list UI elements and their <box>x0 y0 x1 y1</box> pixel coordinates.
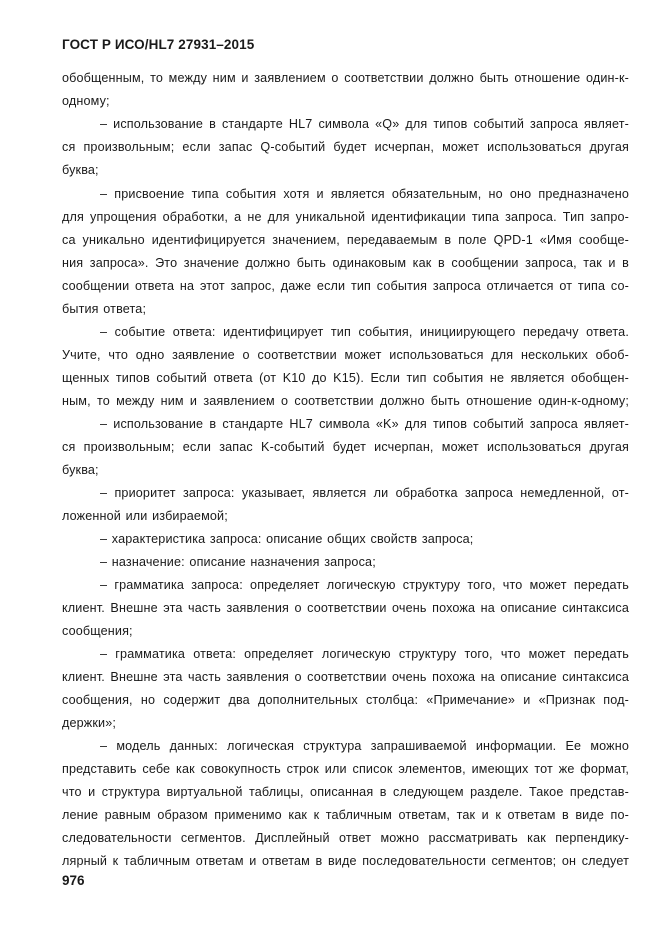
list-item-line: – использование в стандарте HL7 символа «K» для типов событий запроса являет- <box>100 417 629 431</box>
text-line: лярный к табличным ответам и ответам в виде последовательности сегментов; он следует <box>62 854 629 868</box>
list-item-line: – грамматика запроса: определяет логическую структуру того, что может передать <box>100 578 629 592</box>
text-line: представить себе как совокупность строк или список элементов, имеющих тот же формат, <box>62 762 629 776</box>
text-line: ление равным образом применимо как к табличным ответам, так и к ответам в виде по- <box>62 808 629 822</box>
text-line: щенных типов событий ответа (от K10 до K15). Если тип события не является обобщен- <box>62 371 629 385</box>
list-item-line: – событие ответа: идентифицирует тип события, инициирующего передачу ответа. <box>100 325 629 339</box>
text-line: держки»; <box>62 716 117 730</box>
text-line: обобщенным, то между ним и заявлением о соответствии должно быть отношение один-к- <box>62 71 629 85</box>
list-item-line: – приоритет запроса: указывает, является ли обработка запроса немедленной, от- <box>100 486 629 500</box>
text-line: клиент. Внешне эта часть заявления о соответствии очень похожа на описание синтаксиса <box>62 670 629 684</box>
text-line: сообщения, но содержит два дополнительных столбца: «Примечание» и «Признак под- <box>62 693 629 707</box>
list-item-line: – использование в стандарте HL7 символа «Q» для типов событий запроса являет- <box>100 117 629 131</box>
list-item-line: – присвоение типа события хотя и является обязательным, но оно предназначено <box>100 187 629 201</box>
list-item-line: – характеристика запроса: описание общих свойств запроса; <box>100 532 474 546</box>
text-line: ния запроса». Это значение должно быть одинаковым как в сообщении запроса, так и в <box>62 256 629 270</box>
text-line: ным, то между ним и заявлением о соответствии должно быть отношение один-к-одному; <box>62 394 629 408</box>
text-line: Учите, что одно заявление о соответствии может использоваться для нескольких обоб- <box>62 348 629 362</box>
text-line: бытия ответа; <box>62 302 147 316</box>
text-line: клиент. Внешне эта часть заявления о соответствии очень похожа на описание синтаксиса <box>62 601 629 615</box>
page-number: 976 <box>62 873 85 888</box>
list-item-line: – модель данных: логическая структура запрашиваемой информации. Ее можно <box>100 739 629 753</box>
text-line: для упрощения обработки, а не для уникальной идентификации типа запроса. Тип запро- <box>62 210 629 224</box>
text-line: ся произвольным; если запас K-событий будет исчерпан, может использоваться другая <box>62 440 629 454</box>
text-line: следовательности сегментов. Дисплейный ответ можно рассматривать как перпендику- <box>62 831 629 845</box>
text-line: сообщения; <box>62 624 133 638</box>
text-line: буква; <box>62 163 99 177</box>
list-item-line: – назначение: описание назначения запроса; <box>100 555 376 569</box>
text-line: ложенной или избираемой; <box>62 509 228 523</box>
document-header: ГОСТ Р ИСО/HL7 27931–2015 <box>62 37 255 52</box>
text-line: са уникально идентифицируется значением, передаваемым в поле QPD-1 «Имя сообще- <box>62 233 629 247</box>
text-line: буква; <box>62 463 99 477</box>
text-line: сообщении ответа на этот запрос, даже если тип события запроса отличается от типа со- <box>62 279 629 293</box>
text-line: ся произвольным; если запас Q-событий будет исчерпан, может использоваться другая <box>62 140 629 154</box>
text-line: одному; <box>62 94 110 108</box>
list-item-line: – грамматика ответа: определяет логическую структуру того, что может передать <box>100 647 629 661</box>
text-line: что и структура виртуальной таблицы, описанная в следующем разделе. Такое представ- <box>62 785 629 799</box>
